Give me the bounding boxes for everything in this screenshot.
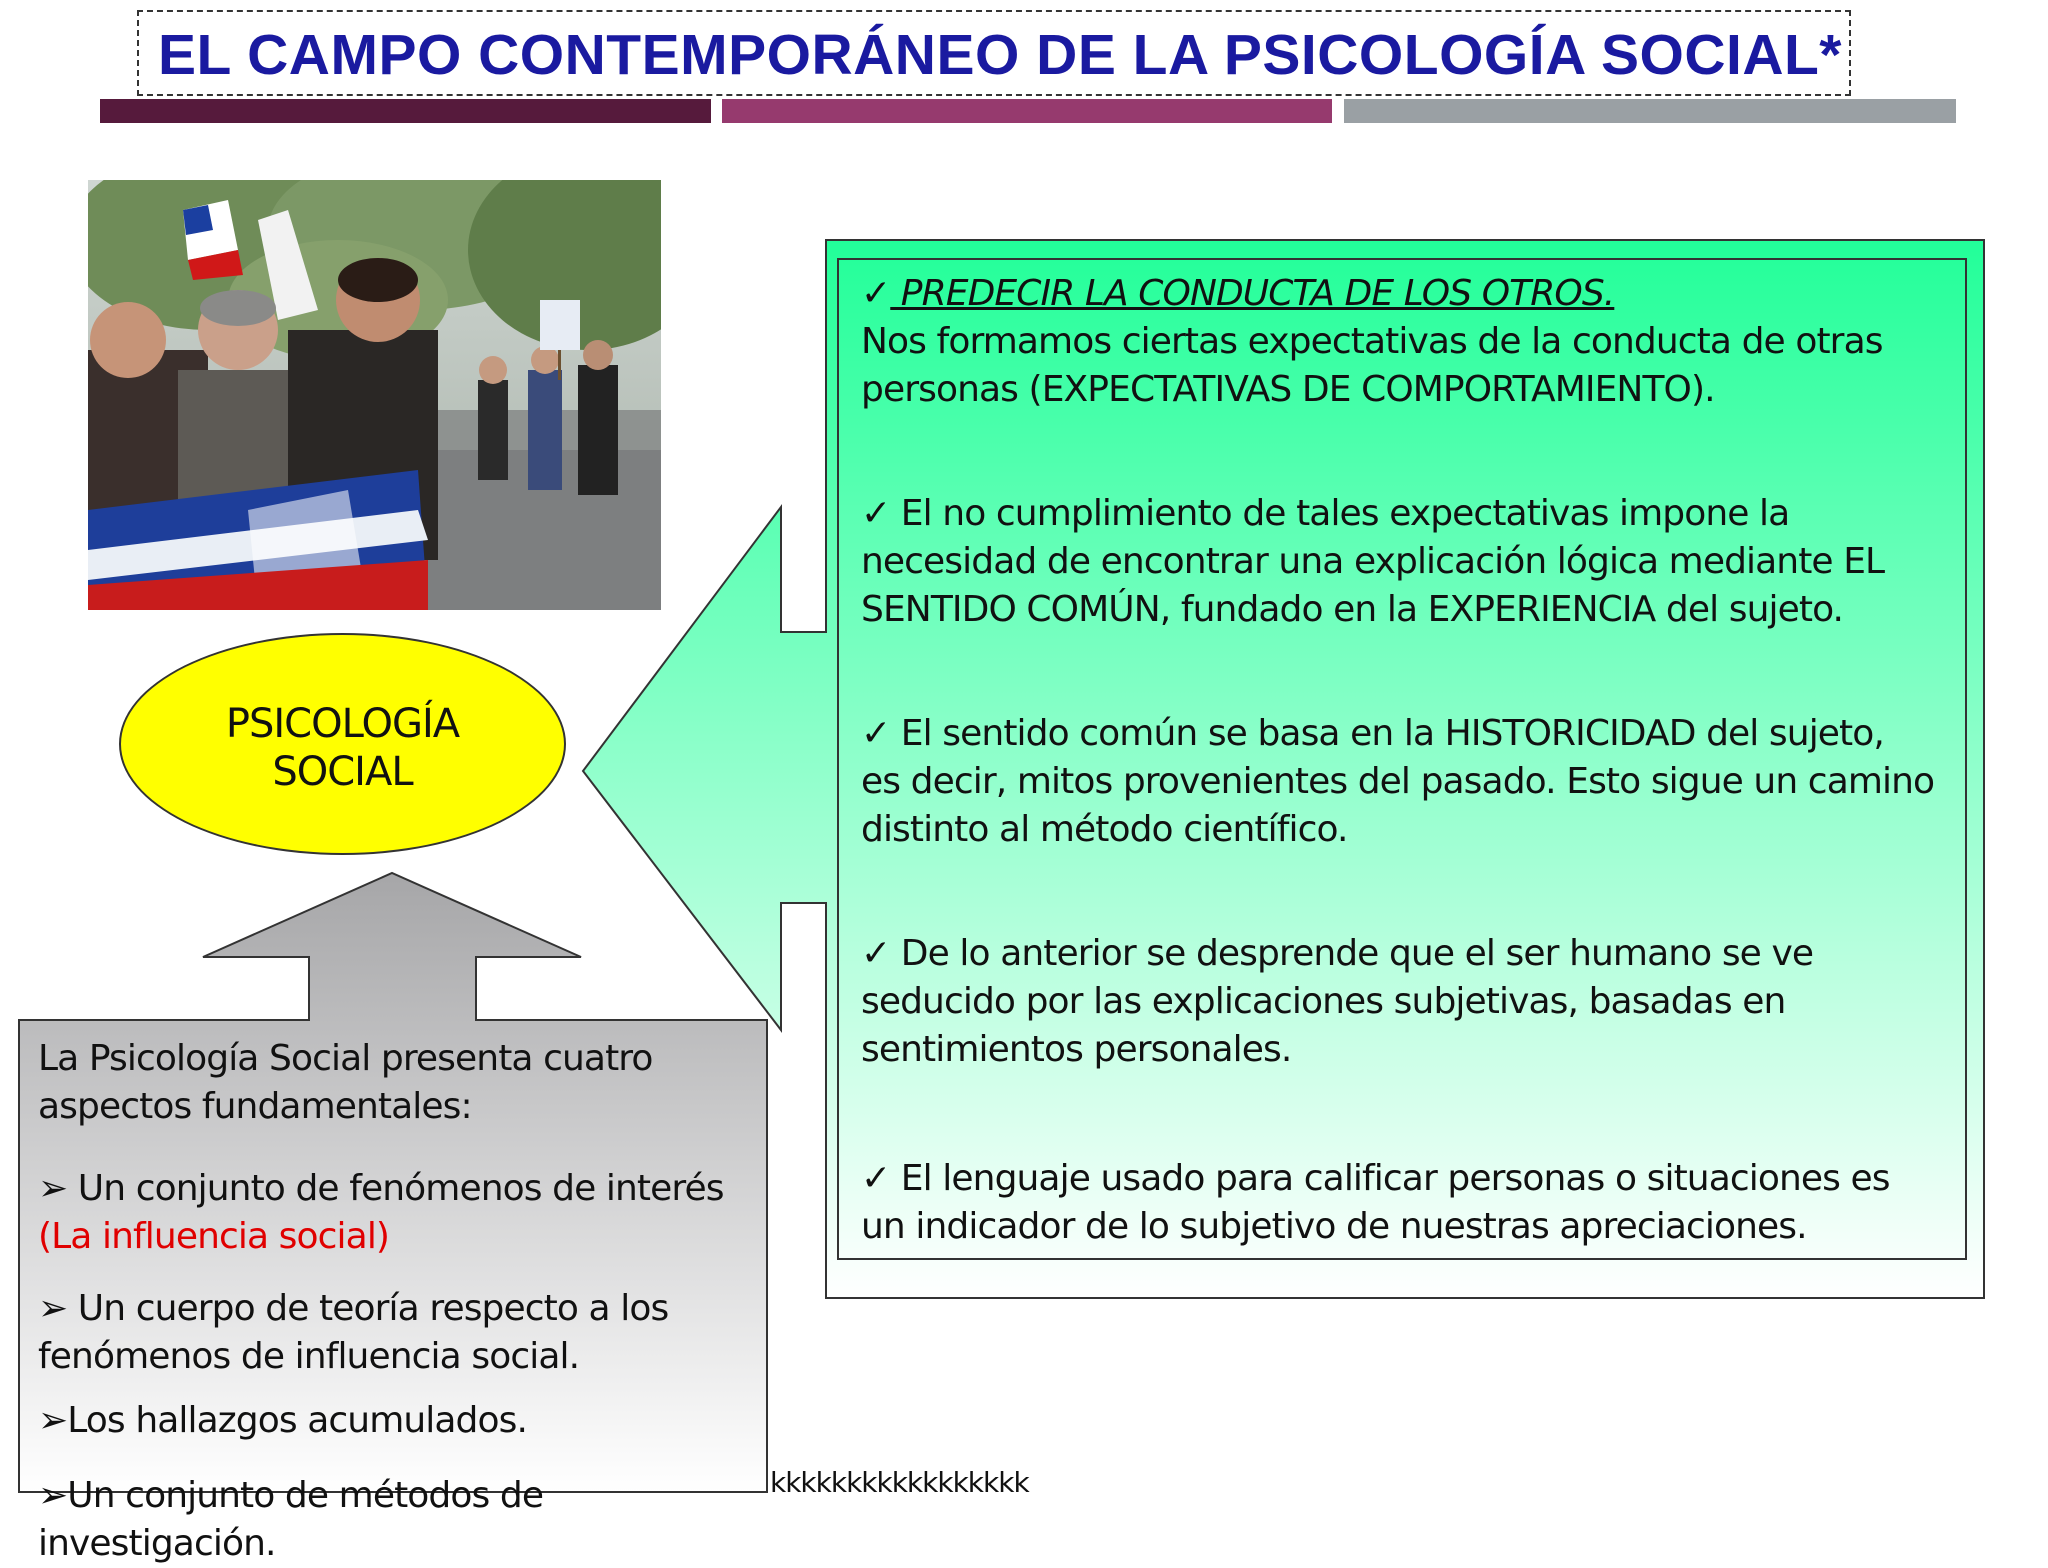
point-2-line: SENTIDO COMÚN, fundado en la EXPERIENCIA del sujeto. <box>861 589 1844 630</box>
point-4-line: De lo anterior se desprende que el ser humano se ve <box>890 933 1814 974</box>
point-3-line: es decir, mitos provenientes del pasado. Esto sigue un camino <box>861 761 1935 802</box>
point-5 <box>861 1155 1981 1251</box>
aspect-highlight: (La influencia social) <box>38 1216 390 1257</box>
aspect-item-2 <box>38 1285 778 1381</box>
arrow-bullet-icon: ➢ <box>38 1475 68 1516</box>
aspect-text: Un conjunto de fenómenos de interés <box>67 1168 724 1209</box>
check-icon: ✓ <box>861 933 891 974</box>
aspects-intro-line: La Psicología Social presenta cuatro <box>38 1038 653 1079</box>
aspects-intro <box>38 1035 778 1131</box>
check-icon: ✓ <box>861 713 891 754</box>
point-3-line: distinto al método científico. <box>861 809 1348 850</box>
page-title: EL CAMPO CONTEMPORÁNEO DE LA PSICOLOGÍA SOCIAL* <box>158 23 1842 87</box>
point-4-line: seducido por las explicaciones subjetivas, basadas en <box>861 981 1786 1022</box>
aspect-item-3 <box>38 1397 778 1445</box>
point-1-line: personas (EXPECTATIVAS DE COMPORTAMIENTO). <box>861 369 1715 410</box>
topic-line-1: PSICOLOGÍA <box>225 701 460 747</box>
aspects-intro-line: aspectos fundamentales: <box>38 1086 472 1127</box>
point-3 <box>861 710 1981 854</box>
point-2-line: necesidad de encontrar una explicación lógica mediante EL <box>861 541 1885 582</box>
aspect-text: Los hallazgos acumulados. <box>67 1400 528 1441</box>
point-5-line: un indicador de lo subjetivo de nuestras apreciaciones. <box>861 1206 1807 1247</box>
point-1 <box>861 270 1981 414</box>
aspect-text: investigación. <box>38 1523 276 1564</box>
point-1-title: PREDECIR LA CONDUCTA DE LOS OTROS. <box>890 273 1615 314</box>
check-icon: ✓ <box>861 273 891 314</box>
point-1-line: Nos formamos ciertas expectativas de la conducta de otras <box>861 321 1883 362</box>
point-4 <box>861 930 1981 1074</box>
aspect-item-4 <box>38 1472 778 1568</box>
aspect-item-1 <box>38 1165 778 1261</box>
point-4-line: sentimientos personales. <box>861 1029 1292 1070</box>
stray-text: kkkkkkkkkkkkkkkkk <box>770 1466 1029 1499</box>
topic-line-2: SOCIAL <box>272 749 413 795</box>
point-2 <box>861 490 1981 634</box>
aspect-text: Un conjunto de métodos de <box>67 1475 544 1516</box>
point-3-line: El sentido común se basa en la HISTORICIDAD del sujeto, <box>890 713 1884 754</box>
arrow-bullet-icon: ➢ <box>38 1168 68 1209</box>
aspect-text: Un cuerpo de teoría respecto a los <box>67 1288 669 1329</box>
point-2-line: El no cumplimiento de tales expectativas impone la <box>890 493 1790 534</box>
arrow-bullet-icon: ➢ <box>38 1288 68 1329</box>
check-icon: ✓ <box>861 1158 891 1199</box>
check-icon: ✓ <box>861 493 891 534</box>
aspect-text: fenómenos de influencia social. <box>38 1336 580 1377</box>
topic-label <box>180 700 505 796</box>
arrow-bullet-icon: ➢ <box>38 1400 68 1441</box>
point-5-line: El lenguaje usado para calificar personas o situaciones es <box>890 1158 1890 1199</box>
